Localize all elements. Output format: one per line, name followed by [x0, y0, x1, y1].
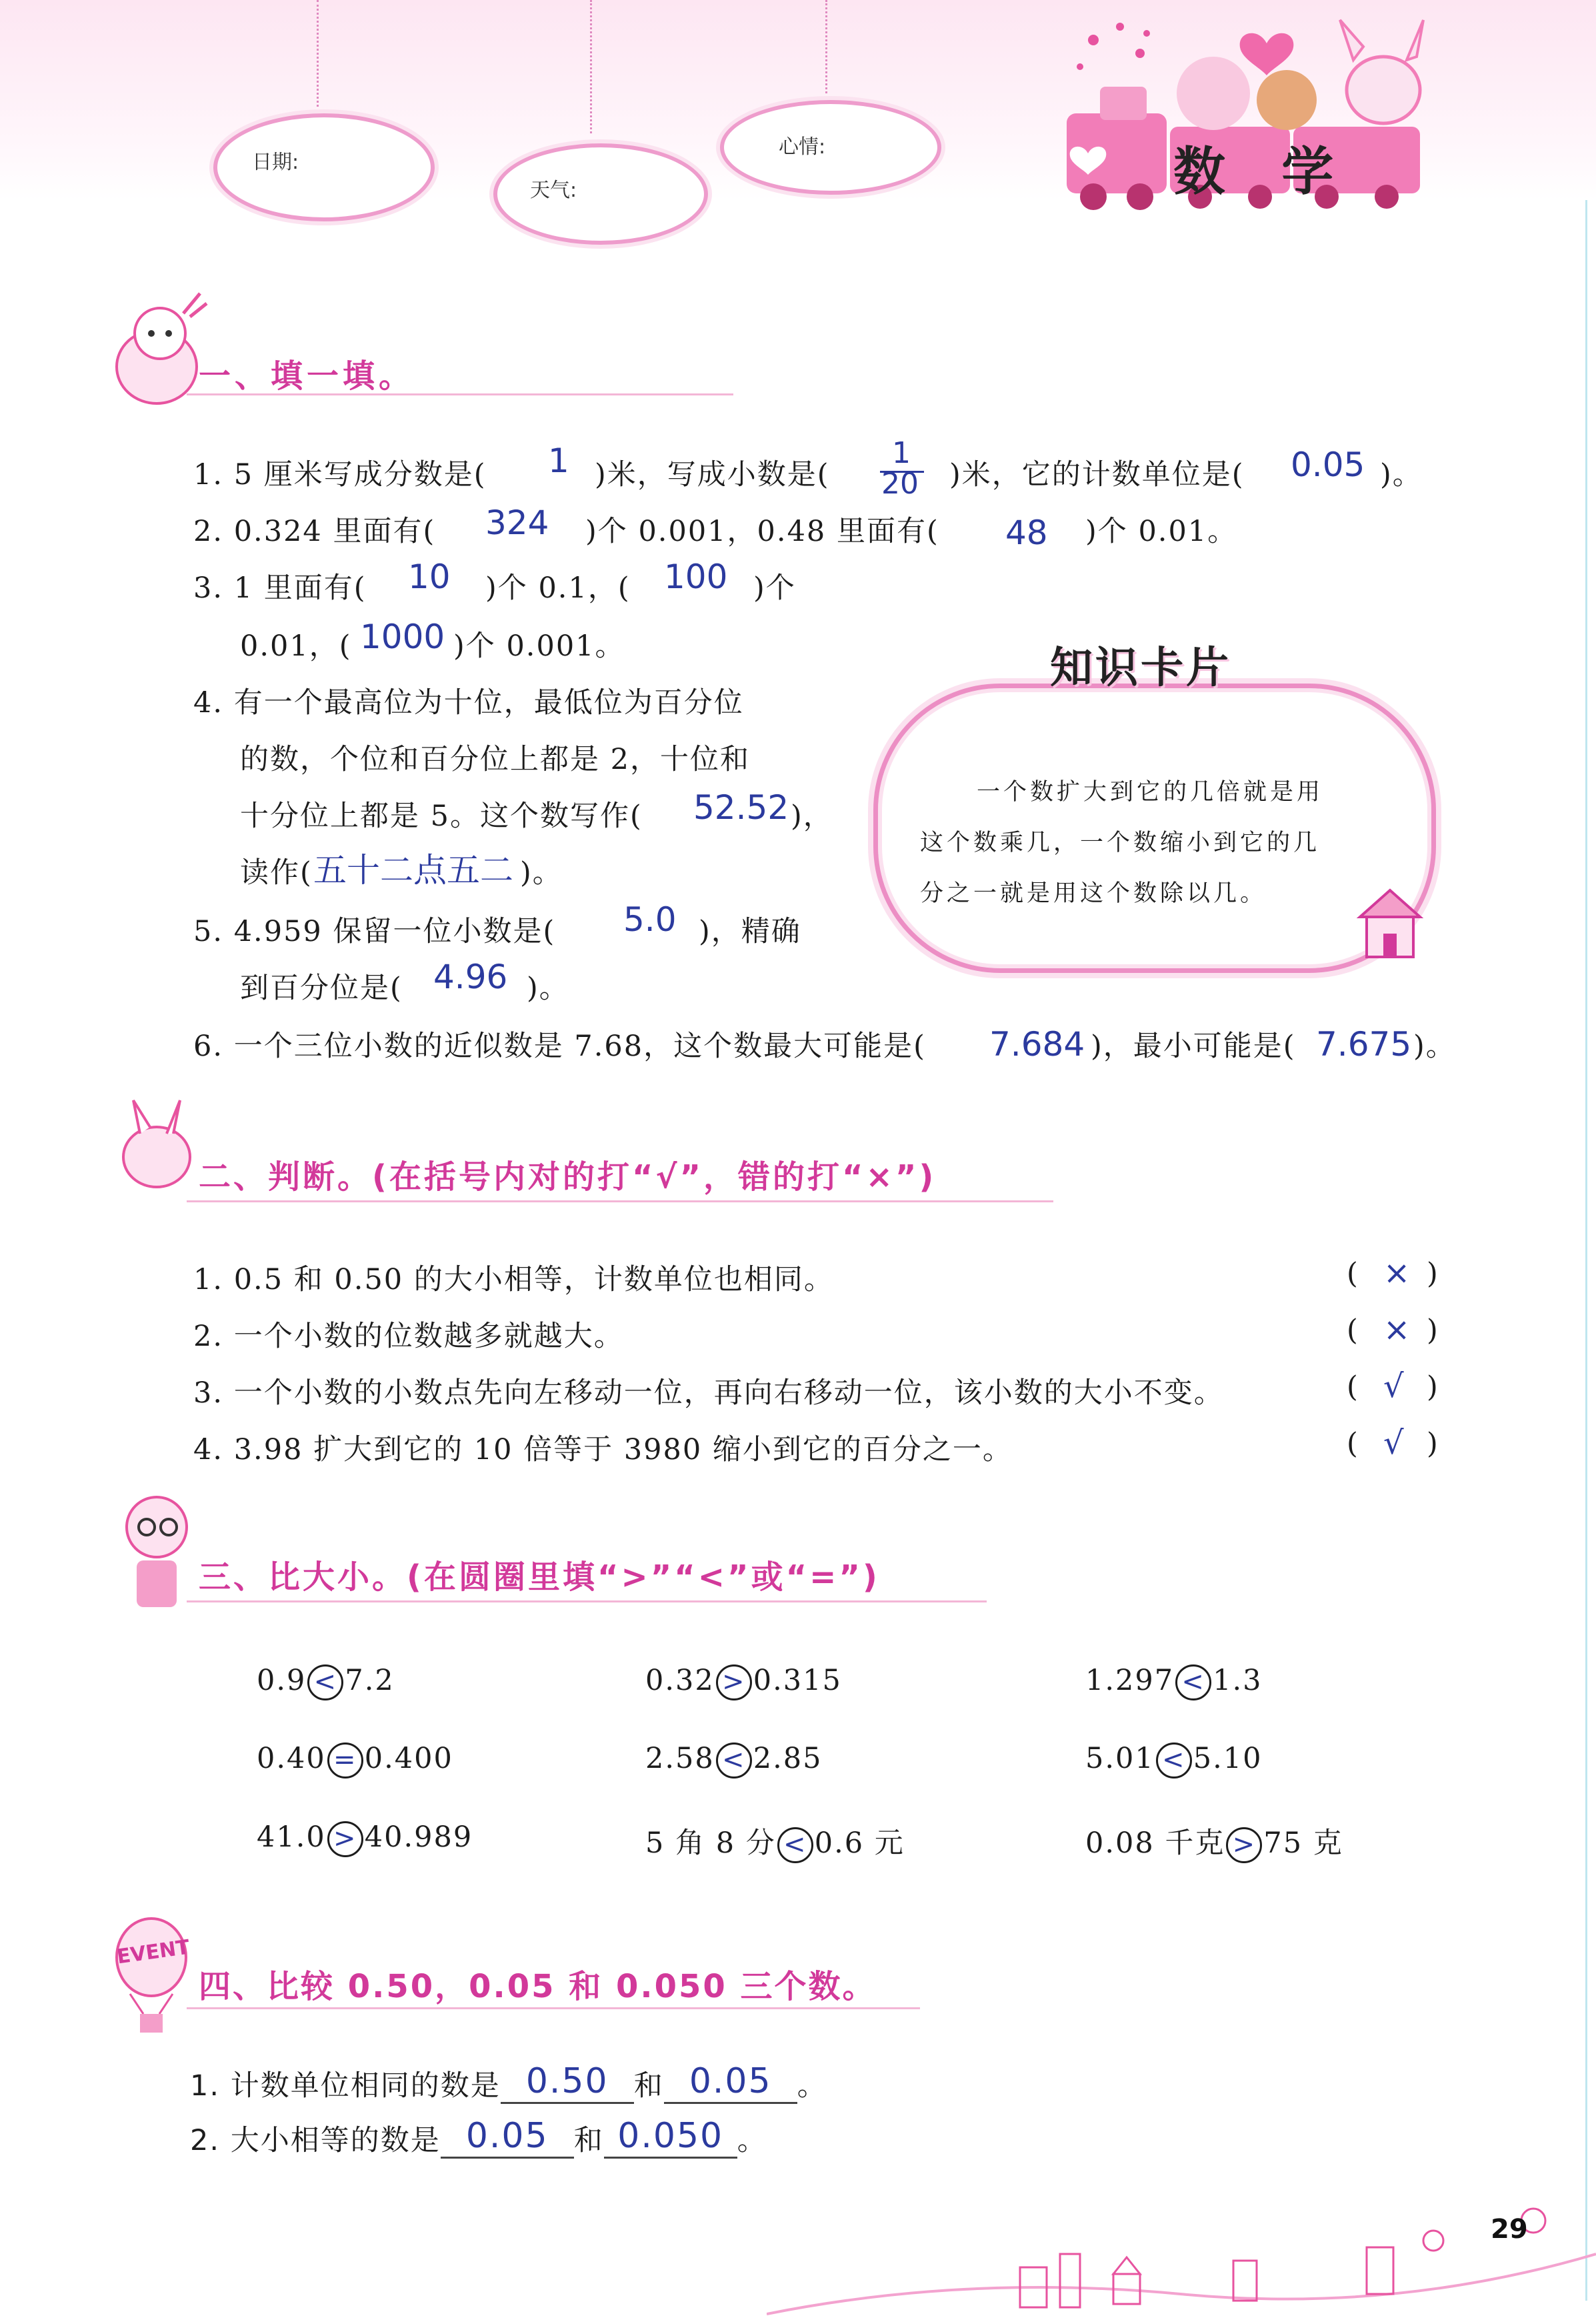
q1-answer-2-numerator: 1	[892, 436, 911, 470]
knowledge-card-line-1: 一个数扩大到它的几倍就是用	[977, 779, 1324, 806]
s4-q2-blank-1: 0.05	[441, 2115, 574, 2159]
q2-answer-2: 48	[1005, 513, 1048, 552]
compare-circle: >	[716, 1664, 752, 1700]
s4-q2-blank-2: 0.050	[604, 2115, 737, 2159]
compare-right: 2.85	[753, 1742, 823, 1775]
s4-q2-end: 。	[737, 2124, 767, 2157]
q4-text-d: )，	[791, 800, 833, 833]
s4-q1-text: 1. 计数单位相同的数是	[190, 2069, 501, 2103]
compare-item	[257, 1664, 395, 1700]
compare-right: 0.6 元	[814, 1827, 905, 1860]
s4-q1	[190, 2061, 827, 2104]
q4-text-c: 十分位上都是 5。这个数写作(	[240, 800, 643, 833]
judge-paren-open: (	[1347, 1427, 1359, 1460]
s4-q2-and: 和	[573, 2124, 604, 2157]
compare-item	[1085, 1664, 1263, 1700]
section1-title: 一、填一填。	[199, 357, 415, 395]
q1-text-b: )米，写成小数是(	[595, 458, 830, 491]
q1-text-c: )米，它的计数单位是(	[949, 458, 1245, 491]
compare-right: 7.2	[345, 1664, 395, 1697]
knowledge-card-line-2: 这个数乘几，一个数缩小到它的几	[920, 830, 1321, 856]
section3-title-line	[187, 1600, 987, 1602]
q4-text-b: 的数，个位和百分位上都是 2，十位和	[240, 743, 751, 776]
compare-right: 5.10	[1193, 1742, 1263, 1775]
compare-right: 1.3	[1213, 1664, 1263, 1697]
compare-left: 2.58	[645, 1742, 715, 1775]
heart-balloon	[1240, 33, 1294, 75]
q5-text-b: )，精确	[699, 915, 801, 948]
mood-label: 心情:	[779, 135, 826, 159]
q3-text-c: )个	[753, 571, 796, 605]
q3-text-e: )个 0.001。	[453, 630, 625, 663]
judge-paren-open: (	[1347, 1257, 1359, 1290]
judge-item-text: 4. 3.98 扩大到它的 10 倍等于 3980 缩小到它的百分之一。	[193, 1433, 1013, 1466]
knowledge-card-line-3: 分之一就是用这个数除以几。	[920, 880, 1267, 907]
q2-text-b: )个 0.001，0.48 里面有(	[585, 515, 939, 548]
q6-text-c: )。	[1413, 1030, 1456, 1063]
compare-circle: >	[327, 1821, 363, 1857]
q2-answer-1: 324	[485, 503, 549, 542]
judge-mark: ×	[1383, 1311, 1411, 1348]
judge-mark: √	[1383, 1424, 1404, 1462]
q4-text-a: 4. 有一个最高位为十位，最低位为百分位	[193, 686, 744, 720]
q4-answer-1: 52.52	[693, 788, 789, 827]
q5-text-c: 到百分位是(	[240, 972, 403, 1005]
judge-paren-close: )	[1427, 1427, 1439, 1460]
judge-paren-open: (	[1347, 1314, 1359, 1347]
q3-answer-3: 1000	[360, 618, 445, 656]
string-2	[590, 0, 593, 133]
q2-text-a: 2. 0.324 里面有(	[193, 515, 436, 548]
judge-mark: ×	[1383, 1254, 1411, 1292]
s4-q2-text: 2. 大小相等的数是	[190, 2124, 441, 2157]
compare-item	[257, 1742, 453, 1779]
section3-title: 三、比大小。(在圆圈里填“>”“<”或“=”)	[199, 1558, 880, 1596]
section3-kid-icon	[110, 1487, 210, 1614]
compare-left: 0.40	[257, 1742, 326, 1775]
subject-title: 数 学	[1173, 142, 1341, 202]
q1-answer-1: 1	[548, 441, 569, 480]
judge-paren-open: (	[1347, 1370, 1359, 1404]
compare-circle: =	[327, 1743, 363, 1779]
compare-right: 75 克	[1263, 1827, 1343, 1860]
sparkle-stars	[1077, 23, 1150, 70]
compare-item	[257, 1821, 473, 1857]
q5-text-a: 5. 4.959 保留一位小数是(	[193, 915, 556, 948]
q6-answer-2: 7.675	[1316, 1025, 1412, 1064]
q3-answer-2: 100	[664, 557, 728, 596]
section4-title: 四、比较 0.50，0.05 和 0.050 三个数。	[199, 1968, 877, 2005]
compare-right: 0.400	[364, 1742, 453, 1775]
s4-q1-end: 。	[797, 2069, 827, 2103]
section2-rabbit-icon	[110, 1094, 203, 1200]
q5-text-d: )。	[527, 972, 569, 1005]
q5-answer-1: 5.0	[623, 900, 677, 939]
weather-label: 天气:	[530, 179, 577, 202]
compare-circle: >	[1226, 1827, 1262, 1863]
q3-text-a: 3. 1 里面有(	[193, 571, 367, 605]
date-cloud	[213, 113, 435, 221]
judge-paren-close: )	[1427, 1257, 1439, 1290]
compare-right: 0.315	[753, 1664, 842, 1697]
s4-q1-blank-2: 0.05	[664, 2061, 797, 2104]
q1-text-a: 1. 5 厘米写成分数是(	[193, 458, 487, 491]
q4-answer-2: 五十二点五二	[313, 851, 513, 890]
compare-item	[645, 1821, 905, 1863]
q2-text-c: )个 0.01。	[1085, 515, 1238, 548]
footer-townscape	[767, 2194, 1596, 2322]
judge-item-text: 3. 一个小数的小数点先向左移动一位，再向右移动一位，该小数的大小不变。	[193, 1376, 1224, 1410]
q3-text-d: 0.01，(	[240, 630, 352, 663]
string-1	[317, 0, 320, 107]
s4-q1-and: 和	[633, 2069, 664, 2103]
judge-paren-close: )	[1427, 1314, 1439, 1347]
section4-balloon-icon	[110, 1914, 203, 2041]
s4-q2	[190, 2115, 767, 2159]
compare-left: 41.0	[257, 1821, 326, 1854]
judge-paren-close: )	[1427, 1370, 1439, 1404]
compare-circle: <	[307, 1664, 343, 1700]
date-label: 日期:	[252, 151, 299, 174]
q3-text-b: )个 0.1，(	[485, 571, 631, 605]
right-margin-line	[1585, 200, 1587, 2301]
compare-circle: <	[1175, 1664, 1211, 1700]
q1-answer-3: 0.05	[1291, 445, 1365, 484]
judge-mark: √	[1383, 1368, 1404, 1405]
section2-title: 二、判断。(在括号内对的打“√”，错的打“×”)	[199, 1158, 937, 1196]
compare-left: 1.297	[1085, 1664, 1175, 1697]
knowledge-card-title: 知识卡片	[1050, 644, 1231, 693]
q3-answer-1: 10	[408, 557, 451, 596]
compare-circle: <	[716, 1743, 752, 1779]
section4-title-line	[187, 2007, 920, 2009]
compare-right: 40.989	[364, 1821, 473, 1854]
judge-item-text: 1. 0.5 和 0.50 的大小相等，计数单位也相同。	[193, 1263, 834, 1296]
compare-circle: <	[777, 1827, 813, 1863]
compare-left: 0.08 千克	[1085, 1827, 1225, 1860]
compare-circle: <	[1156, 1743, 1192, 1779]
q6-text-a: 6. 一个三位小数的近似数是 7.68，这个数最大可能是(	[193, 1030, 926, 1063]
compare-left: 5.01	[1085, 1742, 1155, 1775]
judge-item-text: 2. 一个小数的位数越多就越大。	[193, 1320, 624, 1353]
section2-title-line	[187, 1200, 1053, 1202]
compare-item	[1085, 1821, 1343, 1863]
mood-cloud	[720, 100, 941, 195]
event-badge: EVENT	[115, 1935, 191, 1969]
q1-answer-2-denominator: 20	[881, 467, 919, 501]
weather-cloud	[493, 143, 708, 245]
q5-answer-2: 4.96	[433, 958, 508, 996]
q6-answer-1: 7.684	[989, 1025, 1085, 1064]
s4-q1-blank-1: 0.50	[501, 2061, 634, 2104]
q6-text-b: )，最小可能是(	[1091, 1030, 1296, 1063]
q4-text-f: )。	[520, 856, 563, 890]
q1-text-d: )。	[1380, 458, 1423, 491]
compare-left: 0.9	[257, 1664, 307, 1697]
string-3	[825, 0, 829, 93]
compare-item	[645, 1664, 842, 1700]
house-icon	[1353, 880, 1427, 960]
compare-item	[1085, 1742, 1263, 1779]
compare-item	[645, 1742, 823, 1779]
page-number: 29	[1491, 2214, 1528, 2245]
compare-left: 5 角 8 分	[645, 1827, 776, 1860]
q4-text-e: 读作(	[240, 856, 313, 890]
compare-left: 0.32	[645, 1664, 715, 1697]
